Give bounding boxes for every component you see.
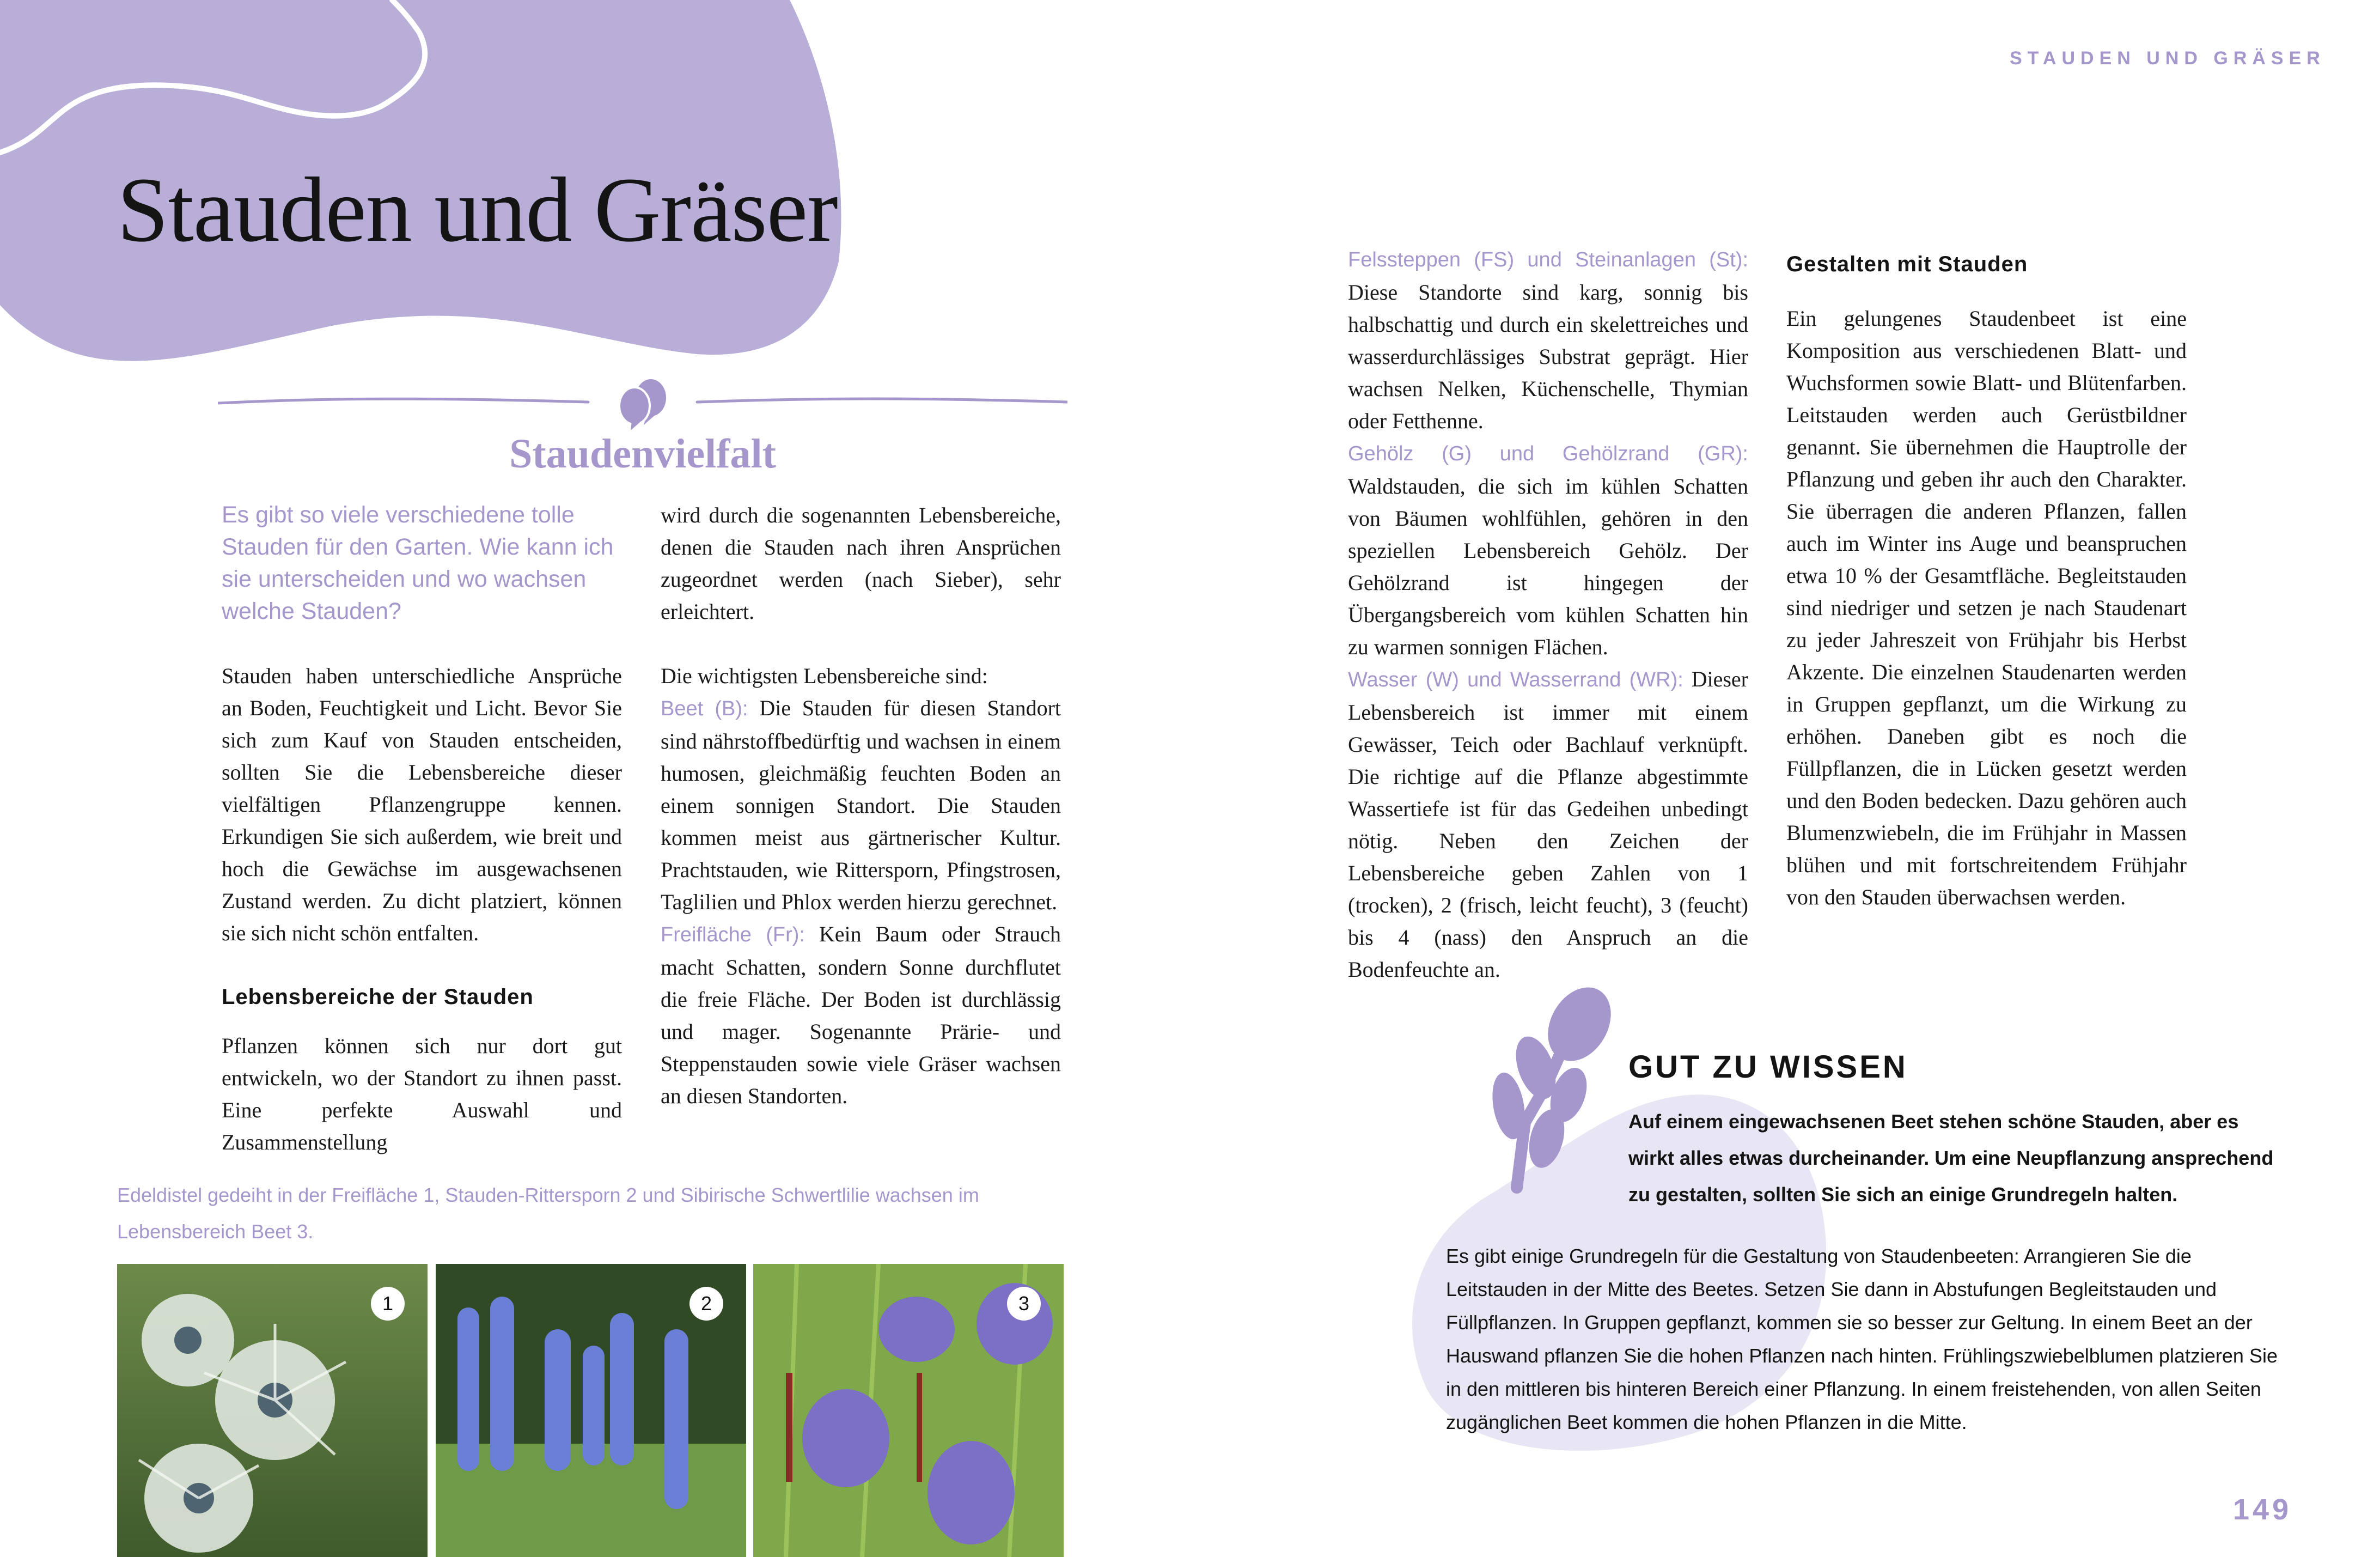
- section-divider: [218, 370, 1067, 430]
- list-intro: Die wichtigsten Lebensbereiche sind:: [661, 664, 988, 688]
- subheading-lebensbereiche: Lebensbereiche der Stauden: [222, 985, 534, 1009]
- photo-badge-2: 2: [689, 1287, 723, 1321]
- plant-sprig-icon: [1465, 986, 1639, 1204]
- photo-rittersporn: [436, 1264, 746, 1557]
- entry-label: Felssteppen (FS) und Steinanlagen (St):: [1348, 248, 1748, 271]
- entry-text: Diese Standorte sind karg, sonnig bis halbschattig und durch ein skelettreiches und wasserdurchlässiges Substrat geprägt. Hier wachsen Nelken, Küchenschelle, Thymian oder Fetthenne.: [1348, 280, 1748, 433]
- entry-beet: [661, 692, 1061, 918]
- section-title: Staudenvielfalt: [509, 431, 776, 477]
- info-box-title: GUT ZU WISSEN: [1628, 1049, 1908, 1085]
- entry-text: Dieser Lebensbereich ist immer mit einem Gewässer, Teich oder Bachlauf verknüpft. Die richtige auf die Pflanze abgestimmte Wassertiefe ist für das Gedeihen unbedingt nötig. Neben den Zeichen der Lebensbereiche geben Zahlen von 1 (trocken), 2 (frisch, leicht feucht), 3 (feucht) bis 4 (nass) den Anspruch an die Bodenfeuchte an.: [1348, 667, 1749, 982]
- subheading-gestalten: Gestalten mit Stauden: [1786, 252, 2028, 276]
- page-number: 149: [2233, 1493, 2292, 1526]
- photo-badge-3: 3: [1007, 1287, 1041, 1321]
- column-2: [661, 499, 1061, 1112]
- info-box-body: Es gibt einige Grundregeln für die Gestaltung von Staudenbeeten: Arrangieren Sie die Leitstauden in der Mitte des Beetes. Setzen Sie dann in Abstufungen Begleitstauden und Füllpflanzen. In Gruppen gepflanzt, kommen sie so besser zur Geltung. In einem Beet an der Hauswand pflanzen Sie die hohen Pflanzen nach hinten. Frühlingszwiebelblumen platzieren Sie in den mittleren bis hinteren Bereich einer Pflanzung. In einem freistehenden, von allen Seiten zugänglichen Beet kommen die hohen Pflanzen in die Mitte.: [1446, 1245, 2278, 1433]
- photo-schwertlilie: [753, 1264, 1064, 1557]
- info-box-lead: Auf einem eingewachsenen Beet stehen schöne Stauden, aber es wirkt alles etwas durcheinander. Um eine Neupflanzung ansprechend zu gestalten, sollten Sie sich an einige Grundregeln halten.: [1628, 1110, 2274, 1206]
- speech-bubbles-icon: [619, 379, 666, 430]
- photo-badge-1: 1: [371, 1287, 405, 1321]
- photo-edeldistel: [117, 1264, 428, 1557]
- intro-paragraph: Stauden haben unterschiedliche Ansprüche an Boden, Feuchtigkeit und Licht. Bevor Sie sich zum Kauf von Stauden entscheiden, sollten Sie die Lebensbereiche dieser vielfältigen Pflanzengruppe kennen. Erkundigen Sie sich außerdem, wie breit und hoch die Gewächse im ausgewachsenen Zustand werden. Zu dicht platziert, können sie sich nicht schön entfalten.: [222, 664, 622, 945]
- photo-caption: Edeldistel gedeiht in der Freifläche 1, Stauden-Rittersporn 2 und Sibirische Schwertlilie wachsen im Lebensbereich Beet 3.: [117, 1184, 979, 1243]
- entry-wasser: [1348, 663, 1748, 986]
- column-1: [222, 499, 622, 1158]
- entry-gehoelz: [1348, 437, 1748, 663]
- running-head: STAUDEN UND GRÄSER: [2010, 48, 2326, 69]
- entry-label: Wasser (W) und Wasserrand (WR):: [1348, 668, 1683, 691]
- entry-label: Beet (B):: [661, 697, 748, 720]
- entry-text: Waldstauden, die sich im kühlen Schatten von Bäumen wohlfühlen, gehören in den speziellen Lebensbereich Gehölz. Der Gehölzrand ist hingegen der Übergangsbereich vom kühlen Schatten hin zu warmen sonnigen Flächen.: [1348, 474, 1748, 659]
- continuation-paragraph: wird durch die sogenannten Lebensbereiche, denen die Stauden nach ihren Ansprüchen zugeordnet werden (nach Sieber), sehr erleichtert.: [661, 503, 1061, 624]
- entry-label: Freifläche (Fr):: [661, 923, 805, 946]
- entry-text: Die Stauden für diesen Standort sind nährstoffbedürftig und wachsen in einem humosen, gleichmäßig feuchten Boden an einem sonnigen Standort. Die Stauden kommen meist aus gärtnerischer Kultur. Prachtstauden, wie Rittersporn, Pfingstrosen, Taglilien und Phlox werden hierzu gerechnet.: [661, 696, 1061, 914]
- paragraph: Pflanzen können sich nur dort gut entwickeln, wo der Standort zu ihnen passt. Eine perfekte Auswahl und Zusammenstellung: [222, 1033, 622, 1154]
- lead-question: Es gibt so viele verschiedene tolle Stauden für den Garten. Wie kann ich sie unterscheiden und wo wachsen welche Stauden?: [222, 502, 614, 624]
- entry-freiflaeche: [661, 918, 1061, 1112]
- column-3: [1348, 243, 1748, 986]
- entry-felssteppen: [1348, 243, 1748, 437]
- entry-label: Gehölz (G) und Gehölzrand (GR):: [1348, 442, 1748, 465]
- entry-text: Kein Baum oder Strauch macht Schatten, sondern Sonne durchflutet die freie Fläche. Der Boden ist durchlässig und mager. Sogenannte Prärie- und Steppenstauden sowie viele Gräser wachsen an diesen Standorten.: [661, 922, 1061, 1108]
- paragraph: Ein gelungenes Staudenbeet ist eine Komposition aus verschiedenen Blatt- und Wuchsformen sowie Blatt- und Blütenfarben. Leitstauden werden auch Gerüstbildner genannt. Sie übernehmen die Hauptrolle der Pflanzung und geben ihr auch den Charakter. Sie überragen die anderen Pflanzen, fallen auch im Winter ins Auge und beanspruchen etwa 10 % der Gesamtfläche. Begleitstauden sind niedriger und setzen je nach Staudenart zu jeder Jahreszeit von Frühjahr bis Herbst Akzente. Die einzelnen Staudenarten werden in Gruppen gepflanzt, um die Wirkung zu erhöhen. Daneben gibt es noch die Füllpflanzen, die in Lücken gesetzt werden und den Boden bedecken. Dazu gehören auch Blumenzwiebeln, die im Frühjahr in Massen blühen und mit fortschreitendem Frühjahr von den Stauden überwachsen werden.: [1786, 306, 2187, 909]
- column-4: [1786, 243, 2187, 913]
- chapter-title: Stauden und Gräser: [117, 159, 838, 261]
